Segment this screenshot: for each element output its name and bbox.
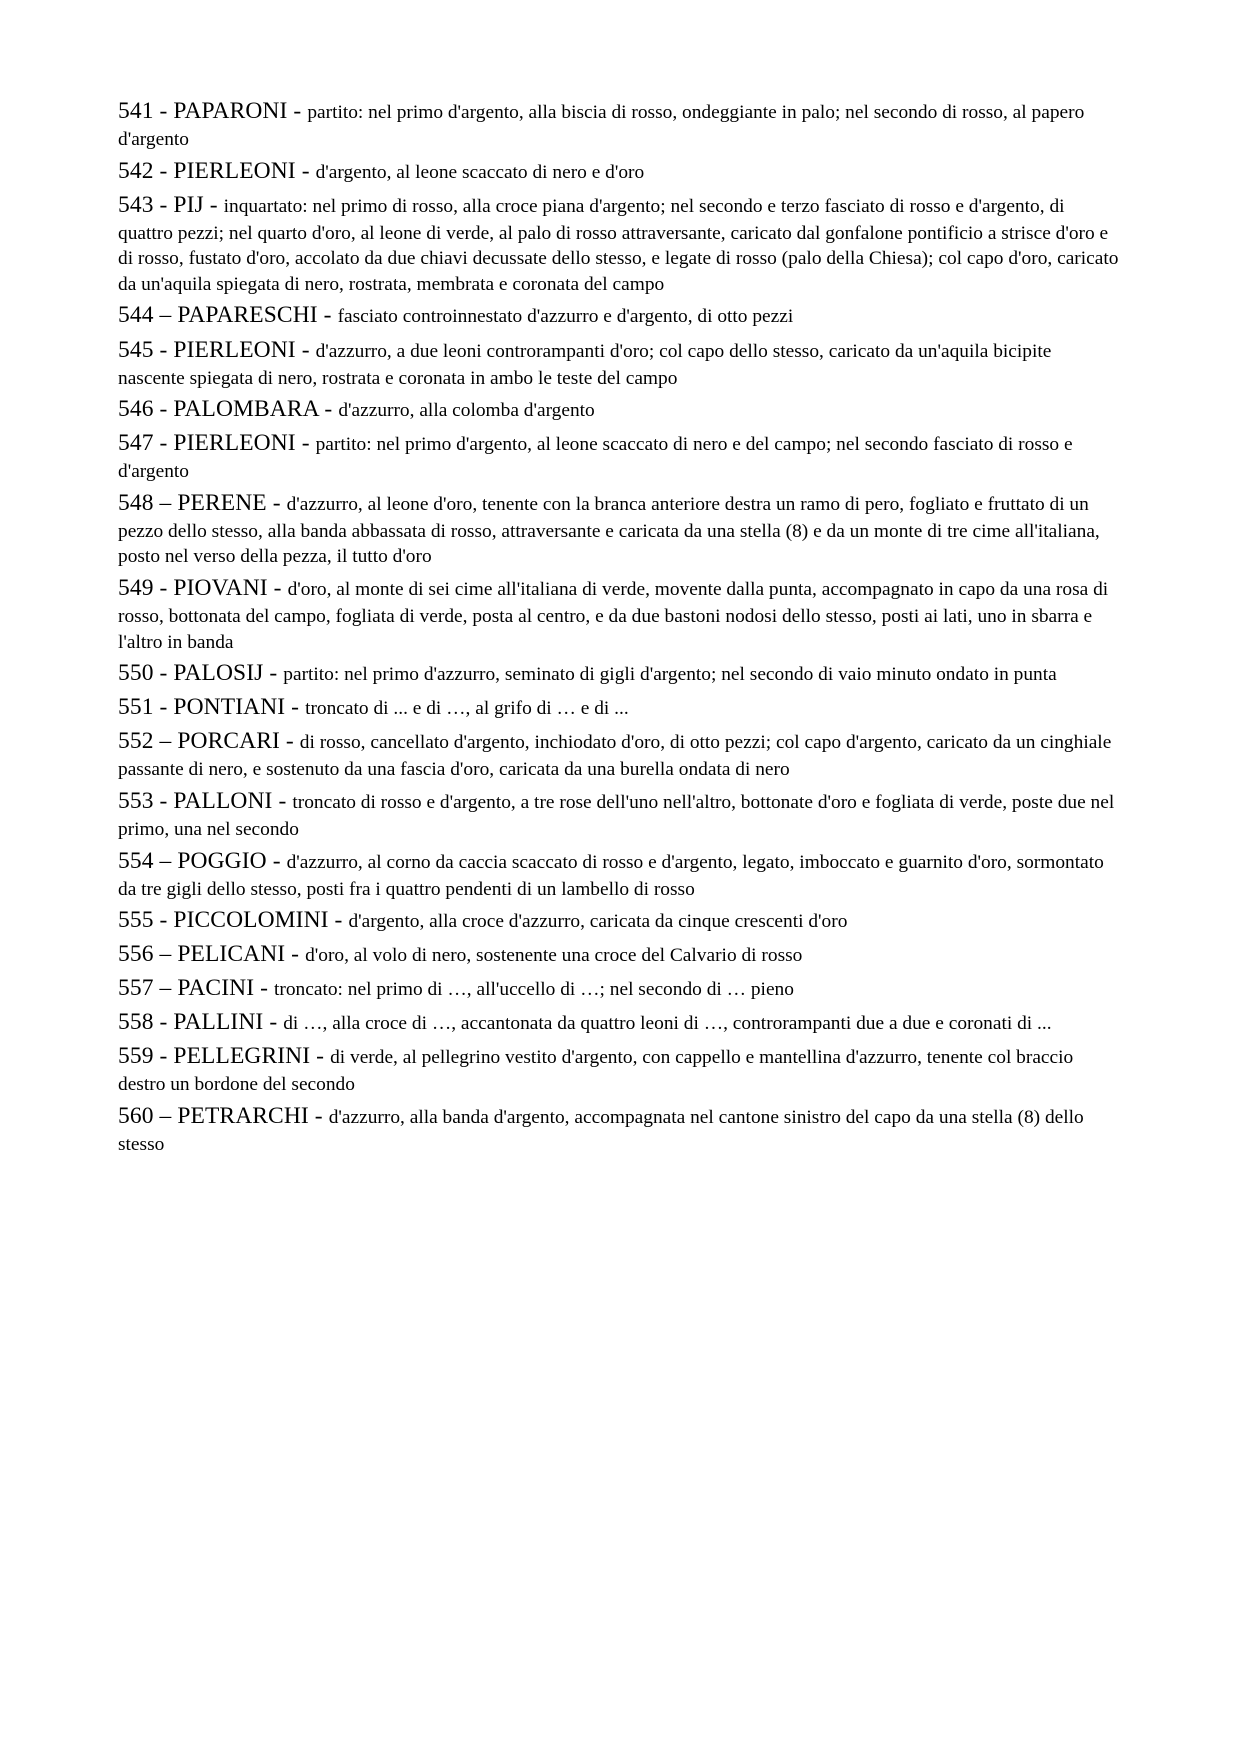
entry-heading: 560 – PETRARCHI - [118,1102,329,1129]
entry-heading: 546 - PALOMBARA - [118,396,339,423]
list-item [118,428,1122,485]
list-item [118,1041,1122,1098]
list-item [118,658,1122,689]
entry-body: d'azzurro, al corno da caccia scaccato di rosso e d'argento, legato, imboccato e guarnito d'oro, sormontato da tre gigli dello stesso, posti fra i quattro pendenti di un lambello di rosso [118,851,1104,900]
entry-body: partito: nel primo d'argento, al leone scaccato di nero e del campo; nel secondo fasciato di rosso e d'argento [118,434,1073,483]
list-item [118,786,1122,843]
entry-body: d'azzurro, alla colomba d'argento [338,400,595,422]
entry-heading: 555 - PICCOLOMINI - [118,907,349,934]
entry-body: troncato: nel primo di …, all'uccello di …; nel secondo di … pieno [274,979,794,1001]
entry-heading: 547 - PIERLEONI - [118,430,316,457]
entry-heading: 543 - PIJ - [118,191,224,218]
entry-heading: 542 - PIERLEONI - [118,157,316,184]
entry-heading: 544 – PAPARESCHI - [118,302,338,329]
entry-body: troncato di rosso e d'argento, a tre rose dell'uno nell'altro, bottonate d'oro e fogliata di verde, poste due nel primo, una nel secondo [118,791,1115,840]
list-item [118,335,1122,392]
entry-heading: 552 – PORCARI - [118,728,300,755]
entry-heading: 541 - PAPARONI - [118,98,308,124]
entry-heading: 559 - PELLEGRINI - [118,1043,331,1070]
list-item [118,726,1122,783]
entry-body: d'azzurro, alla banda d'argento, accompagnata nel cantone sinistro del capo da una stella (8) dello stesso [118,1106,1084,1155]
entry-body: partito: nel primo d'azzurro, seminato di gigli d'argento; nel secondo di vaio minuto ondato in punta [283,664,1057,686]
list-item [118,573,1122,655]
entry-heading: 548 – PERENE - [118,489,287,516]
entry-body: di …, alla croce di …, accantonata da quattro leoni di …, controrampanti due a due e coronati di ... [283,1013,1052,1035]
entry-heading: 553 - PALLONI - [118,787,293,814]
list-item [118,973,1122,1004]
entry-list [118,96,1122,1157]
entry-body: d'oro, al volo di nero, sostenente una croce del Calvario di rosso [305,945,803,967]
list-item [118,1007,1122,1038]
entry-body: troncato di ... e di …, al grifo di … e di ... [305,698,629,720]
list-item [118,190,1122,298]
list-item [118,846,1122,903]
entry-body: d'argento, al leone scaccato di nero e d'oro [315,161,645,183]
entry-heading: 558 - PALLINI - [118,1009,284,1036]
list-item [118,692,1122,723]
entry-body: d'argento, alla croce d'azzurro, caricata da cinque crescenti d'oro [348,911,848,933]
list-item [118,96,1122,153]
entry-body: partito: nel primo d'argento, alla biscia di rosso, ondeggiante in palo; nel secondo di rosso, al papero d'argento [118,102,1085,151]
list-item [118,905,1122,936]
entry-heading: 551 - PONTIANI - [118,694,306,721]
entry-heading: 550 - PALOSIJ - [118,660,284,687]
entry-body: di rosso, cancellato d'argento, inchiodato d'oro, di otto pezzi; col capo d'argento, caricato da un cinghiale passante di nero, e sostenuto da una fascia d'oro, caricata da una burella ondata di nero [118,732,1112,781]
entry-heading: 556 – PELICANI - [118,941,306,968]
list-item [118,156,1122,187]
entry-body: inquartato: nel primo di rosso, alla croce piana d'argento; nel secondo e terzo fasciato di rosso e d'argento, di quattro pezzi; nel quarto d'oro, al leone di verde, al palo di rosso attraversante, caricato dal gonfalone pontificio a strisce d'oro e di rosso, fustato d'oro, accolato da due chiavi decussate dello stesso, e legate di rosso (palo della Chiesa); col capo d'oro, caricato da un'aquila spiegata di nero, rostrata, membrata e coronata del campo [118,195,1119,295]
entry-body: d'azzurro, al leone d'oro, tenente con la branca anteriore destra un ramo di pero, fogliato e fruttato di un pezzo dello stesso, alla banda abbassata di rosso, attraversante e caricata da una stella (8) e da un monte di tre cime all'italiana, posto nel verso della pezza, il tutto d'oro [118,493,1100,568]
list-item [118,300,1122,331]
entry-body: d'azzurro, a due leoni controrampanti d'oro; col capo dello stesso, caricato da un'aquila bicipite nascente spiegata di nero, rostrata e coronata in ambo le teste del campo [118,340,1052,389]
entry-heading: 545 - PIERLEONI - [118,336,316,363]
list-item [118,1101,1122,1158]
entry-body: di verde, al pellegrino vestito d'argento, con cappello e mantellina d'azzurro, tenente col braccio destro un bordone del secondo [118,1047,1074,1096]
entry-heading: 549 - PIOVANI - [118,575,288,601]
entry-heading: 557 – PACINI - [118,975,275,1002]
entry-body: d'oro, al monte di sei cime all'italiana di verde, movente dalla punta, accompagnato in capo da una rosa di rosso, bottonata del campo, fogliata di verde, posta al centro, e da due bastoni nodosi dello stesso, posti ai lati, uno in sbarra e l'altro in banda [118,579,1109,653]
entry-heading: 554 – POGGIO - [118,847,287,874]
list-item [118,394,1122,425]
entry-body: fasciato controinnestato d'azzurro e d'argento, di otto pezzi [337,306,794,328]
list-item [118,488,1122,570]
list-item [118,939,1122,970]
